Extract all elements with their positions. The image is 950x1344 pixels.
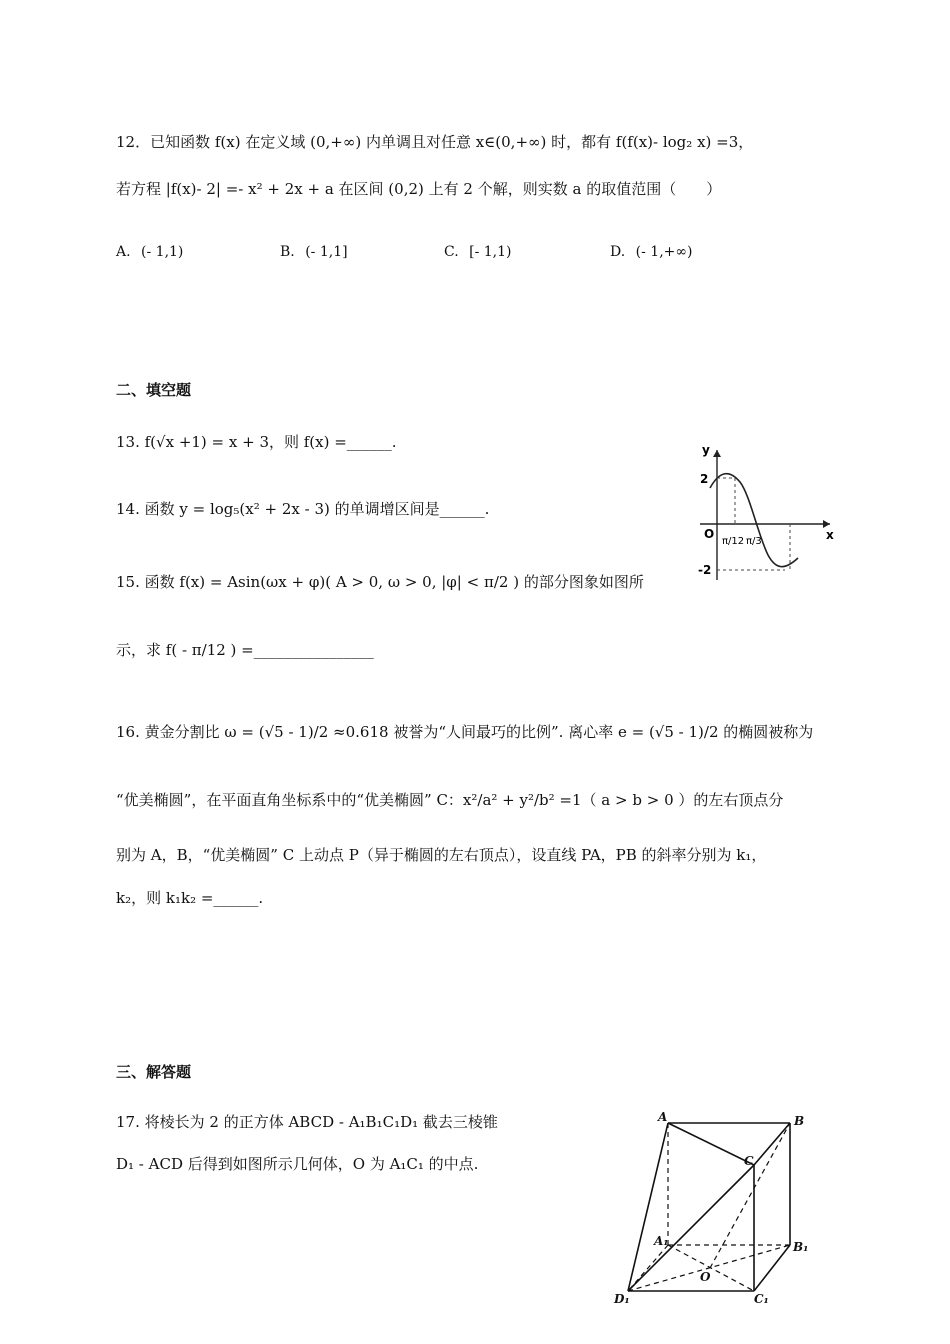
graph-ymax-label: 2 xyxy=(700,472,709,486)
q12-line1: 12．已知函数 f(x) 在定义域 (0,+∞) 内单调且对任意 x∈(0,+∞) 时，都有 f(f(x)- log₂ x) =3， xyxy=(116,133,754,151)
q16-line4: k₂，则 k₁k₂ =______. xyxy=(116,889,264,907)
q17-line1: 17. 将棱长为 2 的正方体 ABCD - A₁B₁C₁D₁ 截去三棱锥 xyxy=(116,1113,498,1131)
point-o-label: O xyxy=(700,1270,711,1284)
choice-c xyxy=(444,244,512,260)
q12-line2: 若方程 |f(x)- 2| =- x² + 2x + a 在区间 (0,2) 上有 2 个解，则实数 a 的取值范围（ ） xyxy=(116,180,722,198)
vertex-c1-label: C₁ xyxy=(754,1292,769,1305)
graph-y-label: y xyxy=(702,443,710,457)
vertex-a-label: A xyxy=(658,1110,668,1124)
vertex-b-label: B xyxy=(794,1114,805,1128)
choice-a-text: (- 1,1) xyxy=(141,244,184,260)
choice-c-label: C. xyxy=(444,244,459,260)
choice-b-text: (- 1,1] xyxy=(305,244,348,260)
choice-a xyxy=(116,244,183,260)
graph-ymin-label: -2 xyxy=(698,563,712,577)
truncated-cube-figure xyxy=(600,1105,820,1305)
graph-origin-label: O xyxy=(704,527,715,541)
graph-tick1-label: π/12 xyxy=(722,536,745,547)
choice-b xyxy=(280,244,348,260)
vertex-d1-label: D₁ xyxy=(614,1292,630,1305)
section-solutions-title: 三、解答题 xyxy=(116,1063,192,1081)
q17-line2: D₁ - ACD 后得到如图所示几何体，O 为 A₁C₁ 的中点. xyxy=(116,1155,479,1173)
vertex-b1-label: B₁ xyxy=(793,1240,809,1254)
q16-line2: “优美椭圆”，在平面直角坐标系中的“优美椭圆” C：x²/a² + y²/b² =1（ a > b > 0 ）的左右顶点分 xyxy=(116,791,784,809)
vertex-c-label: C xyxy=(744,1154,754,1168)
vertex-a1-label: A₁ xyxy=(654,1234,669,1248)
q15-line2: 示，求 f( - π/12 ) =________________ xyxy=(116,641,374,659)
choice-b-label: B. xyxy=(280,244,295,260)
section-fill-in-title: 二、填空题 xyxy=(116,381,192,399)
q15-line1: 15. 函数 f(x) = Asin(ωx + φ)( A > 0, ω > 0, |φ| < π/2 ) 的部分图象如图所 xyxy=(116,573,644,591)
q16-line1: 16. 黄金分割比 ω = (√5 - 1)/2 ≈0.618 被誉为“人间最巧的比例”. 离心率 e = (√5 - 1)/2 的椭圆被称为 xyxy=(116,723,814,741)
choice-c-text: [- 1,1) xyxy=(469,244,512,260)
choice-d xyxy=(610,244,693,260)
q14-text: 14. 函数 y = log₅(x² + 2x - 3) 的单调增区间是______. xyxy=(116,500,490,518)
q16-line3: 别为 A，B，“优美椭圆” C 上动点 P（异于椭圆的左右顶点），设直线 PA，PB 的斜率分别为 k₁， xyxy=(116,846,767,864)
choice-d-label: D. xyxy=(610,244,626,260)
x-axis-arrow-icon xyxy=(823,520,830,528)
sine-curve xyxy=(710,474,798,567)
choice-a-label: A. xyxy=(116,244,131,260)
q13-text: 13. f(√x +1) = x + 3，则 f(x) =______. xyxy=(116,433,397,451)
choice-d-text: (- 1,+∞) xyxy=(635,244,693,260)
sine-graph-figure xyxy=(680,440,840,590)
graph-tick2-label: π/3 xyxy=(746,536,762,547)
graph-x-label: x xyxy=(826,528,834,542)
y-axis-arrow-icon xyxy=(713,450,721,457)
